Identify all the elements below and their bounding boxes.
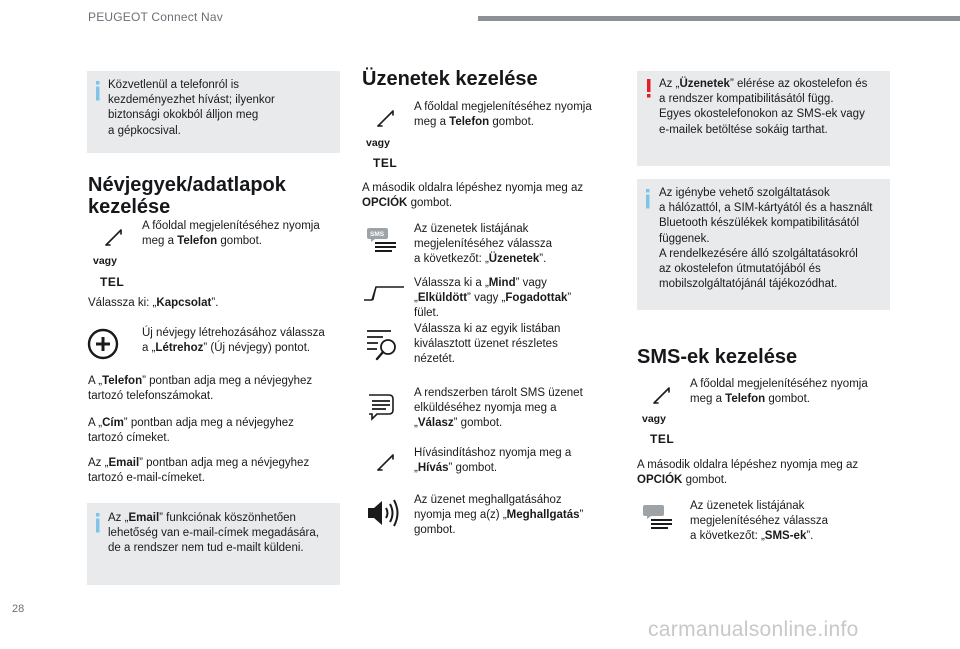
- tel-button-label: TEL: [100, 275, 125, 289]
- running-header: PEUGEOT Connect Nav: [88, 10, 223, 24]
- page-number: 28: [12, 603, 25, 615]
- step-main-page: A főoldal megjelenítéséhez nyomja meg a Telefon gombot.: [142, 220, 320, 248]
- step-messages-list: Az üzenetek listájának megjelenítéséhez válassza a következőt: „Üzenetek”.: [414, 223, 553, 266]
- note-text: Az igénybe vehető szolgáltatások a hálózattól, a SIM-kártyától és a használt Bluetooth készülékek kompatibilitásától függenek. A rendelkezésére álló szolgáltatásokról az okostelefon útmutatójából és mobilszolgáltatójánál tájékozódhat.: [659, 187, 873, 291]
- note-text: Az „Email” funkciónak köszönhetően lehetőség van e-mail-címek megadására, de a rendszer nem tud e-mailt küldeni.: [108, 512, 319, 555]
- info-note-call: [87, 71, 340, 153]
- warning-note: [637, 71, 890, 166]
- step-main-page: A főoldal megjelenítéséhez nyomja meg a Telefon gombot.: [414, 101, 592, 129]
- or-label: vagy: [366, 137, 390, 149]
- sms-list-icon: [642, 503, 676, 533]
- or-label: vagy: [642, 413, 666, 425]
- step-reply: A rendszerben tárolt SMS üzenet elküldéséhez nyomja meg a „Válasz” gombot.: [414, 387, 583, 430]
- sms-icon-label: SMS: [370, 231, 385, 238]
- watermark: carmanualsonline.info: [648, 618, 859, 641]
- header-rule: [478, 16, 960, 21]
- tel-button-label: TEL: [373, 156, 398, 170]
- phone-handset-icon: [374, 106, 398, 130]
- step-new-contact: Új névjegy létrehozásához válassza a „Létrehoz” (Új névjegy) pontot.: [142, 327, 325, 355]
- info-note-email: [87, 503, 340, 585]
- note-text: Az „Üzenetek” elérése az okostelefon és a rendszer kompatibilitásától függ. Egyes okostelefonokon az SMS-ek vagy e-mailek betöltése sokáig tarthat.: [659, 78, 868, 136]
- list-magnifier-icon: [366, 326, 402, 362]
- step-call: Hívásindításhoz nyomja meg a „Hívás” gombot.: [414, 447, 572, 475]
- reply-lines-icon: [366, 392, 396, 422]
- para-cim: A „Cím” pontban adja meg a névjegyhez tartozó címeket.: [88, 417, 294, 445]
- phone-handset-icon: [102, 225, 126, 249]
- section-heading-sms: SMS-ek kezelése: [637, 346, 798, 368]
- plus-circle-icon: [87, 328, 119, 360]
- warning-icon: [645, 79, 655, 101]
- info-note-services: [637, 179, 890, 310]
- step-options: A második oldalra lépéshez nyomja meg az OPCIÓK gombot.: [637, 459, 859, 487]
- step-sms-list: Az üzenetek listájának megjelenítéséhez válassza a következőt: „SMS-ek”.: [690, 500, 829, 543]
- section-heading-messages: Üzenetek kezelése: [362, 68, 538, 90]
- phone-handset-icon: [650, 383, 674, 407]
- section-heading-contacts: Névjegyek/adatlapok kezelése: [88, 174, 286, 218]
- step-listen: Az üzenet meghallgatásához nyomja meg a(z) „Meghallgatás” gombot.: [414, 494, 584, 537]
- note-text: Közvetlenül a telefonról is kezdeményezhet hívást; ilyenkor biztonsági okokból álljon meg a gépkocsival.: [108, 79, 275, 137]
- para-telefon: A „Telefon” pontban adja meg a névjegyhez tartozó telefonszámokat.: [88, 375, 313, 403]
- para-email: Az „Email” pontban adja meg a névjegyhez tartozó e-mail-címeket.: [88, 457, 310, 485]
- step-detail-view: Válassza ki az egyik listában kiválasztott üzenet részletes nézetét.: [414, 323, 561, 366]
- step-tab-select: Válassza ki a „Mind” vagy „Elküldött” vagy „Fogadottak” fület.: [414, 277, 572, 320]
- phone-handset-icon: [374, 450, 398, 474]
- sms-bubble-icon: [366, 226, 400, 256]
- speaker-icon: [366, 498, 400, 528]
- step-main-page: A főoldal megjelenítéséhez nyomja meg a Telefon gombot.: [690, 378, 868, 406]
- or-label: vagy: [93, 255, 117, 267]
- tel-button-label: TEL: [650, 432, 675, 446]
- select-contact-text: Válassza ki: „Kapcsolat”.: [88, 297, 219, 309]
- tab-folder-icon: [362, 284, 406, 302]
- step-options: A második oldalra lépéshez nyomja meg az OPCIÓK gombot.: [362, 182, 584, 210]
